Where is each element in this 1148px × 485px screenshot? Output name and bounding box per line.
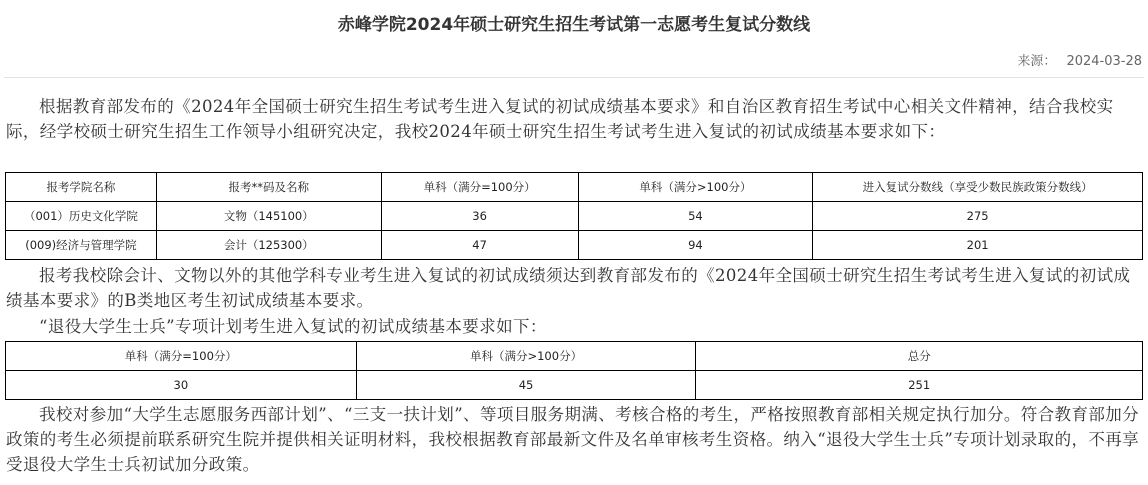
header-cell: 报考**码及名称 bbox=[156, 173, 381, 202]
table-row bbox=[6, 371, 1143, 400]
paragraph-intro: 根据教育部发布的《2024年全国硕士研究生招生考试考生进入复试的初试成绩基本要求》和自治区教育招生考试中心相关文件精神，结合我校实际，经学校硕士研究生招生工作领导小组研究决定，我校2024年硕士研究生招生考试考生进入复试的初试成绩基本要求如下： bbox=[6, 97, 1114, 141]
score-table-veteran bbox=[5, 341, 1143, 400]
table-cell: 275 bbox=[813, 202, 1143, 231]
paragraph-bonus-policy: 我校对参加“大学生志愿服务西部计划”、“三支一扶计划”、等项目服务期满、考核合格的考生，严格按照教育部相关规定执行加分。符合教育部加分政策的考生必须提前联系研究生院并提供相关证明材料，我校根据教育部最新文件及名单审核考生资格。纳入“退役大学生士兵”专项计划录取的，不再享受退役大学生士兵初试加分政策。 bbox=[6, 405, 1140, 474]
source-label: 来源： bbox=[1017, 54, 1057, 69]
table-cell: 36 bbox=[381, 202, 578, 231]
header-cell: 报考学院名称 bbox=[6, 173, 157, 202]
publish-date: 2024-03-28 bbox=[1066, 54, 1142, 69]
table-header-row bbox=[6, 173, 1143, 202]
table-cell: 30 bbox=[6, 371, 357, 400]
header-cell: 单科（满分=100分） bbox=[381, 173, 578, 202]
table-cell: 94 bbox=[578, 231, 813, 260]
title-divider bbox=[4, 77, 1144, 78]
table-cell: 54 bbox=[578, 202, 813, 231]
header-cell: 单科（满分>100分） bbox=[356, 342, 696, 371]
paragraph-other-majors: 报考我校除会计、文物以外的其他学科专业考生进入复试的初试成绩须达到教育部发布的《2024年全国硕士研究生招生考试考生进入复试的初试成绩基本要求》的B类地区考生初试成绩基本要求。 bbox=[6, 266, 1131, 310]
header-cell: 单科（满分>100分） bbox=[578, 173, 813, 202]
score-table-main bbox=[5, 172, 1143, 260]
table-cell: (009)经济与管理学院 bbox=[6, 231, 157, 260]
table-row bbox=[6, 202, 1143, 231]
table-header-row bbox=[6, 342, 1143, 371]
table-cell: （001）历史文化学院 bbox=[6, 202, 157, 231]
article-meta bbox=[1017, 50, 1142, 69]
table-cell: 会计（125300） bbox=[156, 231, 381, 260]
table-row bbox=[6, 231, 1143, 260]
header-cell: 进入复试分数线（享受少数民族政策分数线） bbox=[813, 173, 1143, 202]
table-cell: 47 bbox=[381, 231, 578, 260]
table-cell: 251 bbox=[696, 371, 1143, 400]
header-cell: 单科（满分=100分） bbox=[6, 342, 357, 371]
table-cell: 文物（145100） bbox=[156, 202, 381, 231]
table-cell: 201 bbox=[813, 231, 1143, 260]
article-title: 赤峰学院2024年硕士研究生招生考试第一志愿考生复试分数线 bbox=[337, 15, 811, 35]
paragraph-veteran-plan: “退役大学生士兵”专项计划考生进入复试的初试成绩基本要求如下： bbox=[39, 317, 547, 336]
table-cell: 45 bbox=[356, 371, 696, 400]
header-cell: 总分 bbox=[696, 342, 1143, 371]
